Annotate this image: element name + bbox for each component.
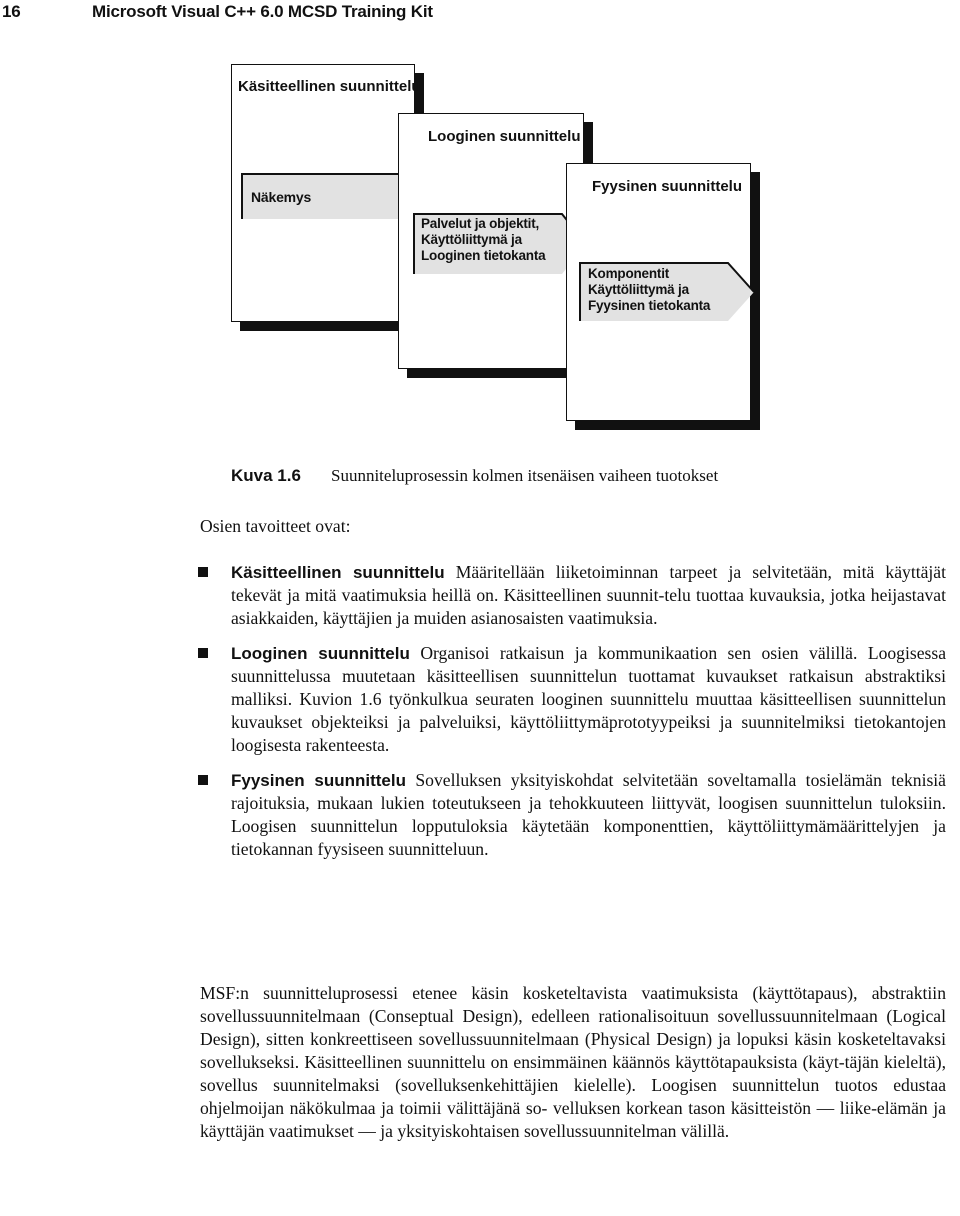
logical-chip-text xyxy=(421,216,545,264)
logical-chip-line-2: Käyttöliittymä ja xyxy=(421,232,522,247)
conceptual-panel-title: Käsitteellinen suunnittelu xyxy=(238,78,421,95)
bullet-term: Looginen suunnittelu xyxy=(231,644,410,663)
logical-panel-title: Looginen suunnittelu xyxy=(428,128,581,145)
physical-panel-title: Fyysinen suunnittelu xyxy=(592,178,743,195)
list-item xyxy=(231,561,946,630)
bullet-term: Fyysinen suunnittelu xyxy=(231,771,406,790)
bullet-text: Sovelluksen yksityiskohdat selvitetään soveltamalla tosielämän teknisiä rajoituksia, mukaan lukien toteutukseen ja tehokkuuteen liittyvät, loogisen suunnittelun tuloksiin. Loogisen suunnittelun lopputuloksia käytetään komponenttien, käyttöliittymämäärittelyjen ja tietokannan fyysiseen suunnitteluun. xyxy=(231,770,946,859)
list-item xyxy=(231,769,946,861)
logical-chip-line-3: Looginen tietokanta xyxy=(421,248,546,263)
list-item xyxy=(231,642,946,757)
bullet-square-icon xyxy=(198,775,208,785)
logical-chip-line-1: Palvelut ja objektit, xyxy=(421,216,540,231)
bullet-text: Organisoi ratkaisun ja kommunikaation sen osien välillä. Loogisessa suunnittelussa muutetaan käsitteellisen suunnittelun tuottamat kuvaukset ratkaisun abstraktiksi malliksi. Kuvion 1.6 työnkulkua seuraten looginen suunnittelu muuttaa käsitteellisen suunnittelun kuvaukset objekteiksi ja palveluiksi, käyttöliittymäprototyypeiksi ja suunnitelmiksi tietokantojen loogisesta rakenteesta. xyxy=(231,643,947,755)
bullet-text: Määritellään liiketoiminnan tarpeet ja selvitetään, mitä käyttäjät tekevät ja mitä vaatimuksia heillä on. Käsitteellinen suunnit-telu tuottaa kuvauksia, jotka heijastavat asiakkaiden, käyttäjien ja muiden asianosaisten vaatimuksia. xyxy=(231,562,946,628)
physical-chip-line-2: Käyttöliittymä ja xyxy=(588,282,689,297)
list-intro: Osien tavoitteet ovat: xyxy=(200,516,351,536)
book-title: Microsoft Visual C++ 6.0 MCSD Training Kit xyxy=(92,2,433,21)
design-phases-diagram xyxy=(0,0,960,460)
bullet-square-icon xyxy=(198,648,208,658)
bullet-term: Käsitteellinen suunnittelu xyxy=(231,563,445,582)
phase-goals-list xyxy=(231,561,946,873)
physical-chip-line-1: Komponentit xyxy=(588,266,670,281)
page-number: 16 xyxy=(2,2,21,21)
figure-caption xyxy=(231,466,719,486)
figure-caption-text: Suunniteluprosessin kolmen itsenäisen vaiheen tuotokset xyxy=(331,466,719,485)
figure-caption-label: Kuva 1.6 xyxy=(231,466,301,485)
conceptual-chip-label: Näkemys xyxy=(251,189,312,205)
physical-chip-text xyxy=(588,266,710,314)
bullet-square-icon xyxy=(198,567,208,577)
physical-chip-line-3: Fyysinen tietokanta xyxy=(588,298,711,313)
body-paragraph: MSF:n suunnitteluprosessi etenee käsin kosketeltavista vaatimuksista (käyttötapaus), abstraktiin sovellussuunnitelmaan (Conseptual Design), edelleen rationalisoituun sovellussuunnitelmaan (Logical Design), sitten konkreettiseen sovellussuunnitelmaan (Physical Design) ja lopuksi käsin kosketeltavaksi sovellukseksi. Käsitteellinen suunnittelu on ensimmäinen käännös käyttötapauksista (käyt-täjän kieleltä), sovellus suunnitelmaksi (sovelluksenkehittäjien kielelle). Loogisen suunnittelun tuotos edustaa ohjelmoijan näkökulmaa ja toimii välittäjänä so- velluksen korkean tason käsitteistön — liike-elämän ja käyttäjän vaatimukset — ja yksityiskohtaisen sovellussuunnitelman välillä. xyxy=(200,983,946,1141)
